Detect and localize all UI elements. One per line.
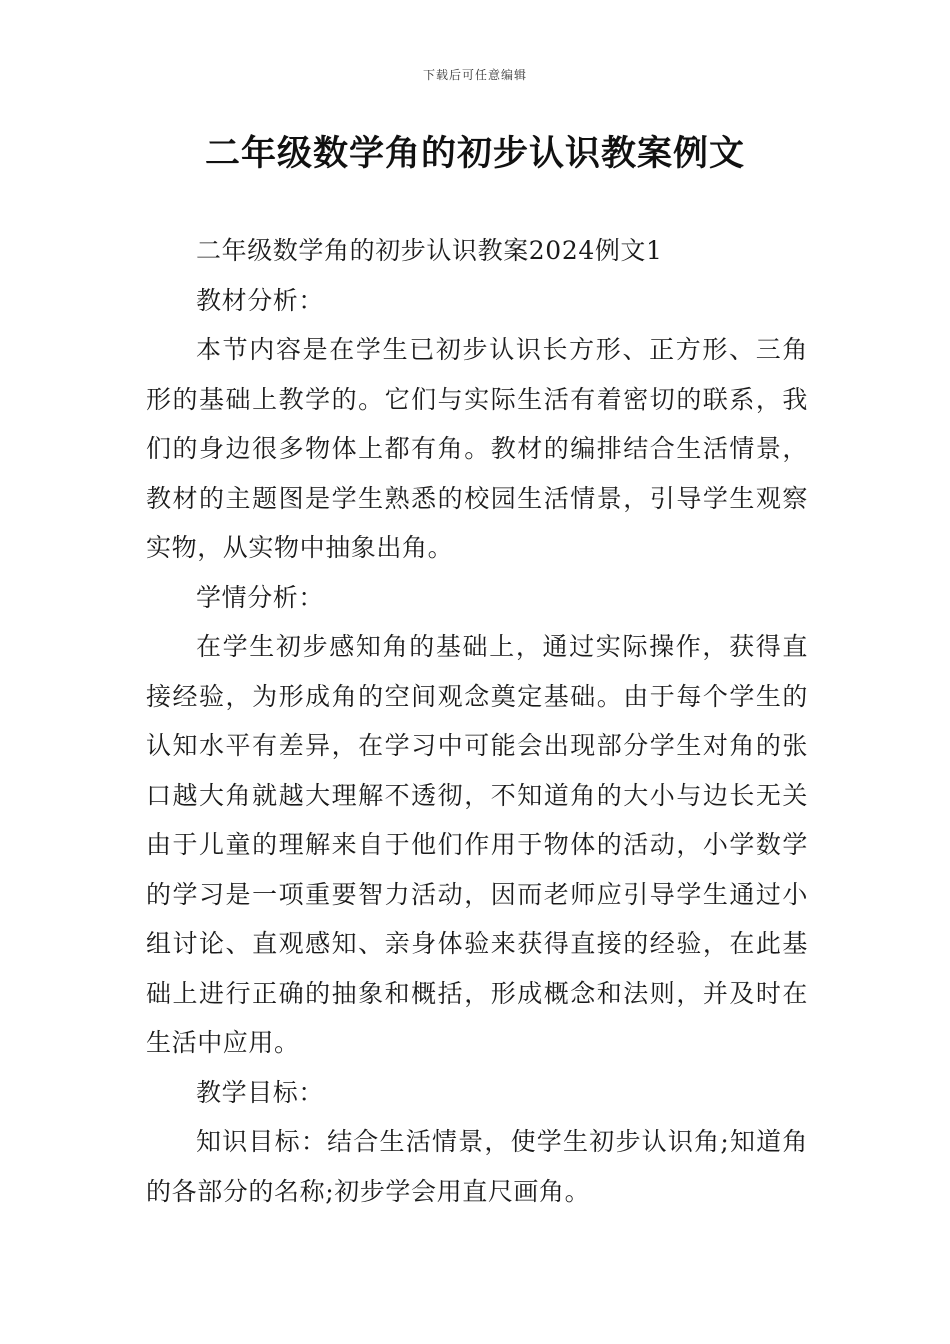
subtitle-paragraph: 二年级数学角的初步认识教案2024例文1 [196, 236, 663, 265]
document-body [146, 226, 808, 1216]
header-note: 下载后可任意编辑 [422, 68, 527, 82]
section-heading-students: 学情分析： [196, 582, 325, 612]
section-heading-materials: 教材分析： [196, 285, 325, 315]
paragraph-objectives: 知识目标：结合生活情景，使学生初步认识角;知道角的各部分的名称;初步学会用直尺画角。 [146, 1127, 808, 1206]
section-heading-objectives: 教学目标： [196, 1077, 325, 1107]
paragraph-materials: 本节内容是在学生已初步认识长方形、正方形、三角形的基础上教学的。它们与实际生活有着密切的联系，我们的身边很多物体上都有角。教材的编排结合生活情景，教材的主题图是学生熟悉的校园生活情景，引导学生观察实物，从实物中抽象出角。 [146, 335, 808, 562]
paragraph-students: 在学生初步感知角的基础上，通过实际操作，获得直接经验，为形成角的空间观念奠定基础。由于每个学生的认知水平有差异，在学习中可能会出现部分学生对角的张口越大角就越大理解不透彻，不知道角的大小与边长无关由于儿童的理解来自于他们作用于物体的活动，小学数学的学习是一项重要智力活动，因而老师应引导学生通过小组讨论、直观感知、亲身体验来获得直接的经验，在此基础上进行正确的抽象和概括，形成概念和法则，并及时在生活中应用。 [146, 632, 808, 1057]
document-title: 二年级数学角的初步认识教案例文 [204, 134, 745, 174]
